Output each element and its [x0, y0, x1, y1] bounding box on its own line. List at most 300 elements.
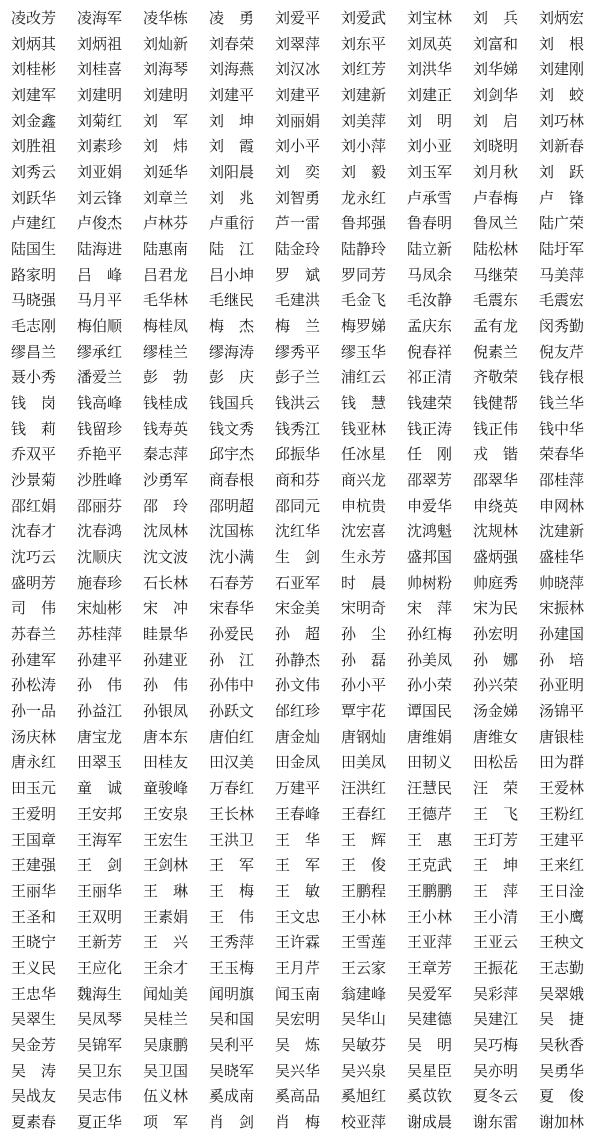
name-cell: 施春珍 — [77, 573, 123, 592]
name-cell: 孙 伟 — [77, 676, 123, 695]
name-cell: 马继荣 — [473, 265, 519, 284]
name-cell: 刘小亚 — [407, 137, 453, 156]
name-cell: 王 兴 — [143, 933, 189, 952]
name-cell: 吴 捷 — [539, 1010, 585, 1029]
name-cell: 吴金芳 — [11, 1035, 57, 1054]
name-cell: 田美凤 — [341, 753, 387, 772]
name-cell: 刘建军 — [11, 86, 57, 105]
name-cell: 刘小萍 — [341, 137, 387, 156]
name-cell: 沈巧云 — [11, 548, 57, 567]
name-cell: 罗 斌 — [275, 265, 321, 284]
name-cell: 孙建平 — [77, 650, 123, 669]
name-cell: 田为群 — [539, 753, 585, 772]
name-cell: 刘金鑫 — [11, 111, 57, 130]
name-cell: 祁正清 — [407, 368, 453, 387]
name-cell: 田金凤 — [275, 753, 321, 772]
name-cell: 王小清 — [473, 907, 519, 926]
name-cell: 缪玉华 — [341, 342, 387, 361]
name-cell: 缪秀平 — [275, 342, 321, 361]
name-cell: 王 飞 — [473, 804, 519, 823]
name-cell: 荣春华 — [539, 445, 585, 464]
name-cell: 马凤余 — [407, 265, 453, 284]
name-cell: 刘玉军 — [407, 163, 453, 182]
name-cell: 刘 毅 — [341, 163, 387, 182]
name-cell: 龙永红 — [341, 188, 387, 207]
name-cell: 吴宏明 — [275, 1010, 321, 1029]
name-cell: 王小林 — [407, 907, 453, 926]
name-cell: 唐金灿 — [275, 727, 321, 746]
name-cell: 苏春兰 — [11, 625, 57, 644]
name-cell: 刘胜祖 — [11, 137, 57, 156]
name-cell: 刘 兆 — [209, 188, 255, 207]
name-cell: 刘凤英 — [407, 34, 453, 53]
name-cell: 钱兰华 — [539, 394, 585, 413]
name-cell: 刘灿新 — [143, 34, 189, 53]
name-cell: 翁建峰 — [341, 984, 387, 1003]
name-cell: 刘建正 — [407, 86, 453, 105]
name-cell: 沈凤林 — [143, 522, 189, 541]
name-cell: 石亚军 — [275, 573, 321, 592]
name-cell: 彭 庆 — [209, 368, 255, 387]
name-cell: 邱振华 — [275, 445, 321, 464]
name-cell: 陆立新 — [407, 240, 453, 259]
name-cell: 孙 伟 — [143, 676, 189, 695]
name-cell: 王日淦 — [539, 881, 585, 900]
name-cell: 王克武 — [407, 856, 453, 875]
name-cell: 田桂友 — [143, 753, 189, 772]
name-cell: 钱桂成 — [143, 394, 189, 413]
name-cell: 汪慧民 — [407, 779, 453, 798]
name-cell: 刘 坤 — [209, 111, 255, 130]
name-cell: 王 惠 — [407, 830, 453, 849]
name-cell: 钱寿英 — [143, 419, 189, 438]
name-cell: 刘宝林 — [407, 9, 453, 27]
name-cell: 刘延华 — [143, 163, 189, 182]
name-cell: 钱国兵 — [209, 394, 255, 413]
name-cell: 戎 锴 — [473, 445, 519, 464]
name-cell: 王余才 — [143, 958, 189, 977]
name-cell: 孙 娜 — [473, 650, 519, 669]
name-cell: 唐银桂 — [539, 727, 585, 746]
name-cell: 王鹏鹏 — [407, 881, 453, 900]
name-cell: 毛震宏 — [539, 291, 585, 310]
name-cell: 钱 慧 — [341, 394, 387, 413]
name-cell: 盛炳强 — [473, 548, 519, 567]
name-cell: 宋春华 — [209, 599, 255, 618]
name-cell: 吴爱军 — [407, 984, 453, 1003]
name-cell: 钱亚林 — [341, 419, 387, 438]
name-cell: 刘 军 — [143, 111, 189, 130]
name-cell: 吴卫东 — [77, 1061, 123, 1080]
name-cell: 王秀萍 — [209, 933, 255, 952]
name-cell: 王丽华 — [77, 881, 123, 900]
name-cell: 时 晨 — [341, 573, 387, 592]
name-cell: 商兴龙 — [341, 471, 387, 490]
name-cell: 孙 磊 — [341, 650, 387, 669]
name-cell: 刘 奕 — [275, 163, 321, 182]
name-cell: 汤金娣 — [473, 702, 519, 721]
name-cell: 陆金玲 — [275, 240, 321, 259]
name-cell: 闻灿美 — [143, 984, 189, 1003]
name-cell: 毛华林 — [143, 291, 189, 310]
name-cell: 伍义林 — [143, 1087, 189, 1106]
name-cell: 孙爱民 — [209, 625, 255, 644]
name-cell: 钱建荣 — [407, 394, 453, 413]
name-cell: 沈规林 — [473, 522, 519, 541]
name-cell: 梅伯顺 — [77, 317, 123, 336]
name-cell: 王秧文 — [539, 933, 585, 952]
name-cell: 钱正伟 — [473, 419, 519, 438]
name-cell: 陆广荣 — [539, 214, 585, 233]
name-cell: 闵秀勤 — [539, 317, 585, 336]
name-cell: 汪洪红 — [341, 779, 387, 798]
name-cell: 盛明芳 — [11, 573, 57, 592]
name-cell: 毛震东 — [473, 291, 519, 310]
name-cell: 刘建明 — [143, 86, 189, 105]
name-cell: 闻明旗 — [209, 984, 255, 1003]
name-cell: 刘红芳 — [341, 60, 387, 79]
name-cell: 王晓宁 — [11, 933, 57, 952]
name-cell: 奚旭红 — [341, 1087, 387, 1106]
name-cell: 吴 炼 — [275, 1035, 321, 1054]
name-cell: 吴利平 — [209, 1035, 255, 1054]
name-cell: 夏正华 — [77, 1112, 123, 1131]
name-cell: 钱文秀 — [209, 419, 255, 438]
name-cell: 王玎芳 — [473, 830, 519, 849]
name-cell: 吴志伟 — [77, 1087, 123, 1106]
name-cell: 王春红 — [341, 804, 387, 823]
name-cell: 唐宝龙 — [77, 727, 123, 746]
name-cell: 宋金美 — [275, 599, 321, 618]
name-cell: 夏素春 — [11, 1112, 57, 1131]
name-cell: 王玉梅 — [209, 958, 255, 977]
name-cell: 卢重衍 — [209, 214, 255, 233]
name-cell: 吴战友 — [11, 1087, 57, 1106]
name-cell: 卢承雪 — [407, 188, 453, 207]
name-cell: 刘云锋 — [77, 188, 123, 207]
name-cell: 王许霖 — [275, 933, 321, 952]
name-cell: 王建强 — [11, 856, 57, 875]
name-cell: 孙文伟 — [275, 676, 321, 695]
name-cell: 孙建国 — [539, 625, 585, 644]
name-cell: 王小林 — [341, 907, 387, 926]
name-cell: 司 伟 — [11, 599, 57, 618]
name-cell: 毛金飞 — [341, 291, 387, 310]
name-cell: 邱宇杰 — [209, 445, 255, 464]
name-cell: 肖 梅 — [275, 1112, 321, 1131]
name-cell: 钱留珍 — [77, 419, 123, 438]
name-cell: 毛志刚 — [11, 317, 57, 336]
name-cell: 邵丽芬 — [77, 496, 123, 515]
name-cell: 沙景菊 — [11, 471, 57, 490]
name-cell: 吴康鹏 — [143, 1035, 189, 1054]
name-cell: 沈红华 — [275, 522, 321, 541]
name-cell: 马月平 — [77, 291, 123, 310]
name-cell: 夏 俊 — [539, 1087, 585, 1106]
name-cell: 申网林 — [539, 496, 585, 515]
name-cell: 梅 杰 — [209, 317, 255, 336]
name-cell: 钱中华 — [539, 419, 585, 438]
name-cell: 卢建红 — [11, 214, 57, 233]
name-cell: 田韧义 — [407, 753, 453, 772]
name-cell: 吴凤琴 — [77, 1010, 123, 1029]
name-cell: 孙一品 — [11, 702, 57, 721]
name-cell: 闻玉南 — [275, 984, 321, 1003]
name-cell: 刘美萍 — [341, 111, 387, 130]
name-cell: 吴翠生 — [11, 1010, 57, 1029]
name-cell: 孟庆东 — [407, 317, 453, 336]
name-cell: 商和芬 — [275, 471, 321, 490]
name-cell: 刘秀云 — [11, 163, 57, 182]
name-cell: 缪海涛 — [209, 342, 255, 361]
name-cell: 吕小坤 — [209, 265, 255, 284]
name-cell: 孙 超 — [275, 625, 321, 644]
name-cell: 刘晓明 — [473, 137, 519, 156]
name-cell: 孙亚明 — [539, 676, 585, 695]
name-cell: 王应化 — [77, 958, 123, 977]
name-cell: 宋振林 — [539, 599, 585, 618]
name-cell: 刘建平 — [275, 86, 321, 105]
name-cell: 覃宇花 — [341, 702, 387, 721]
name-cell: 刘桂彬 — [11, 60, 57, 79]
name-cell: 马美萍 — [539, 265, 585, 284]
name-cell: 孙宏明 — [473, 625, 519, 644]
name-cell: 童骏峰 — [143, 779, 189, 798]
name-cell: 吴巧梅 — [473, 1035, 519, 1054]
name-cell: 吴和国 — [209, 1010, 255, 1029]
name-cell: 吕君龙 — [143, 265, 189, 284]
name-cell: 刘爱武 — [341, 9, 387, 27]
name-cell: 吴彩萍 — [473, 984, 519, 1003]
name-cell: 谢成晨 — [407, 1112, 453, 1131]
name-cell: 刘 明 — [407, 111, 453, 130]
name-cell: 孙兴荣 — [473, 676, 519, 695]
name-cell: 孙静杰 — [275, 650, 321, 669]
name-cell: 钱存根 — [539, 368, 585, 387]
name-cell: 王月芹 — [275, 958, 321, 977]
name-cell: 唐永红 — [11, 753, 57, 772]
name-cell: 王忠华 — [11, 984, 57, 1003]
name-cell: 唐维娟 — [407, 727, 453, 746]
name-cell: 吴勇华 — [539, 1061, 585, 1080]
name-cell: 马晓强 — [11, 291, 57, 310]
name-cell: 秦志萍 — [143, 445, 189, 464]
name-cell: 邵同元 — [275, 496, 321, 515]
name-cell: 陆海进 — [77, 240, 123, 259]
name-cell: 邵红娟 — [11, 496, 57, 515]
name-cell: 凌改芳 — [11, 9, 57, 27]
name-cell: 孟有龙 — [473, 317, 519, 336]
name-cell: 吴锦军 — [77, 1035, 123, 1054]
name-cell: 吴 涛 — [11, 1061, 57, 1080]
name-cell: 王章芳 — [407, 958, 453, 977]
name-cell: 王 辉 — [341, 830, 387, 849]
name-cell: 石长林 — [143, 573, 189, 592]
name-cell: 王亚萍 — [407, 933, 453, 952]
name-cell: 王丽华 — [11, 881, 57, 900]
name-cell: 夏冬云 — [473, 1087, 519, 1106]
name-cell: 刘炳宏 — [539, 9, 585, 27]
name-cell: 王圣和 — [11, 907, 57, 926]
name-cell: 田汉美 — [209, 753, 255, 772]
name-cell: 钱 岗 — [11, 394, 57, 413]
name-cell: 石春芳 — [209, 573, 255, 592]
name-cell: 吴兴华 — [275, 1061, 321, 1080]
name-cell: 帅树粉 — [407, 573, 453, 592]
name-cell: 陆 江 — [209, 240, 255, 259]
name-cell: 鲁邦强 — [341, 214, 387, 233]
name-cell: 唐本东 — [143, 727, 189, 746]
name-cell: 王 敏 — [275, 881, 321, 900]
name-cell: 陆国生 — [11, 240, 57, 259]
name-cell: 刘 霞 — [209, 137, 255, 156]
name-cell: 宋 萍 — [407, 599, 453, 618]
name-cell: 鲁凤兰 — [473, 214, 519, 233]
name-cell: 沈国栋 — [209, 522, 255, 541]
name-cell: 帅庭秀 — [473, 573, 519, 592]
name-cell: 孙建亚 — [143, 650, 189, 669]
name-cell: 卢林芬 — [143, 214, 189, 233]
name-cell: 刘章兰 — [143, 188, 189, 207]
name-cell: 任 刚 — [407, 445, 453, 464]
name-cell: 申爱华 — [407, 496, 453, 515]
name-cell: 王素娟 — [143, 907, 189, 926]
name-cell: 倪春祥 — [407, 342, 453, 361]
name-cell: 刘富和 — [473, 34, 519, 53]
name-cell: 罗同芳 — [341, 265, 387, 284]
name-cell: 沈春鸿 — [77, 522, 123, 541]
name-cell: 帅晓萍 — [539, 573, 585, 592]
name-cell: 吴卫国 — [143, 1061, 189, 1080]
name-cell: 缪昌兰 — [11, 342, 57, 361]
name-cell: 刘建平 — [209, 86, 255, 105]
name-cell: 沈小满 — [209, 548, 255, 567]
name-cell: 盛邦国 — [407, 548, 453, 567]
name-cell: 眭景华 — [143, 625, 189, 644]
name-cell: 吴华山 — [341, 1010, 387, 1029]
name-cell: 刘巧林 — [539, 111, 585, 130]
name-cell: 盛桂华 — [539, 548, 585, 567]
name-cell: 吴翠娥 — [539, 984, 585, 1003]
name-cell: 吴建江 — [473, 1010, 519, 1029]
name-cell: 刘菊红 — [77, 111, 123, 130]
name-cell: 刘东平 — [341, 34, 387, 53]
name-cell: 王 梅 — [209, 881, 255, 900]
name-cell: 彭子兰 — [275, 368, 321, 387]
name-cell: 刘小平 — [275, 137, 321, 156]
name-cell: 刘智勇 — [275, 188, 321, 207]
name-cell: 王 军 — [209, 856, 255, 875]
name-cell: 王春峰 — [275, 804, 321, 823]
name-cell: 孙伟中 — [209, 676, 255, 695]
name-cell: 孙美凤 — [407, 650, 453, 669]
name-cell: 奚高品 — [275, 1087, 321, 1106]
name-cell: 王德芹 — [407, 804, 453, 823]
name-cell: 王爱明 — [11, 804, 57, 823]
name-cell: 吴亦明 — [473, 1061, 519, 1080]
name-cell: 孙建军 — [11, 650, 57, 669]
name-cell: 沈宏喜 — [341, 522, 387, 541]
name-cell: 汤庆林 — [11, 727, 57, 746]
name-cell: 孙银凤 — [143, 702, 189, 721]
name-cell: 卢俊杰 — [77, 214, 123, 233]
name-cell: 刘建明 — [77, 86, 123, 105]
name-cell: 彭 勃 — [143, 368, 189, 387]
name-cell: 王义民 — [11, 958, 57, 977]
name-cell: 王宏生 — [143, 830, 189, 849]
name-cell: 唐维女 — [473, 727, 519, 746]
name-cell: 王 坤 — [473, 856, 519, 875]
name-cell: 唐伯红 — [209, 727, 255, 746]
name-cell: 田玉元 — [11, 779, 57, 798]
name-cell: 童 诚 — [77, 779, 123, 798]
name-cell: 王 琳 — [143, 881, 189, 900]
name-cell: 生永芳 — [341, 548, 387, 567]
name-cell: 魏海生 — [77, 984, 123, 1003]
name-cell: 刘新春 — [539, 137, 585, 156]
name-cell: 奚成南 — [209, 1087, 255, 1106]
name-cell: 陆惠南 — [143, 240, 189, 259]
name-cell: 万建平 — [275, 779, 321, 798]
name-cell: 孙 尘 — [341, 625, 387, 644]
name-cell: 吴 明 — [407, 1035, 453, 1054]
name-cell: 梅桂凤 — [143, 317, 189, 336]
name-cell: 项 军 — [143, 1112, 189, 1131]
name-cell: 王安泉 — [143, 804, 189, 823]
name-cell: 孙小荣 — [407, 676, 453, 695]
name-cell: 倪友芹 — [539, 342, 585, 361]
name-cell: 凌华栋 — [143, 9, 189, 27]
name-cell: 宋 冲 — [143, 599, 189, 618]
name-cell: 万春红 — [209, 779, 255, 798]
name-cell: 浦红云 — [341, 368, 387, 387]
name-cell: 刘炳其 — [11, 34, 57, 53]
name-cell: 孙益江 — [77, 702, 123, 721]
name-cell: 王剑林 — [143, 856, 189, 875]
name-cell: 沈文波 — [143, 548, 189, 567]
name-cell: 刘 启 — [473, 111, 519, 130]
name-cell: 苏桂萍 — [77, 625, 123, 644]
name-cell: 刘翠萍 — [275, 34, 321, 53]
name-cell: 刘 蛟 — [539, 86, 585, 105]
name-cell: 田翠玉 — [77, 753, 123, 772]
name-cell: 乔双平 — [11, 445, 57, 464]
name-cell: 王 伟 — [209, 907, 255, 926]
name-cell: 钱秀江 — [275, 419, 321, 438]
name-cell: 沈春才 — [11, 522, 57, 541]
name-cell: 刘爱平 — [275, 9, 321, 27]
name-cell: 王云家 — [341, 958, 387, 977]
name-cell: 吴星臣 — [407, 1061, 453, 1080]
name-cell: 凌海军 — [77, 9, 123, 27]
name-cell: 王建平 — [539, 830, 585, 849]
name-cell: 鲁春明 — [407, 214, 453, 233]
name-cell: 刘 兵 — [473, 9, 519, 27]
name-cell: 刘 跃 — [539, 163, 585, 182]
name-cell: 孙 江 — [209, 650, 255, 669]
name-cell: 商春根 — [209, 471, 255, 490]
name-cell: 刘素珍 — [77, 137, 123, 156]
name-cell: 沙胜峰 — [77, 471, 123, 490]
name-cell: 梅罗娣 — [341, 317, 387, 336]
name-cell: 王长林 — [209, 804, 255, 823]
name-cell: 校亚萍 — [341, 1112, 387, 1131]
name-cell: 王粉红 — [539, 804, 585, 823]
name-cell: 王小鹰 — [539, 907, 585, 926]
name-cell: 陆松林 — [473, 240, 519, 259]
name-cell: 卢春梅 — [473, 188, 519, 207]
name-cell: 刘剑华 — [473, 86, 519, 105]
